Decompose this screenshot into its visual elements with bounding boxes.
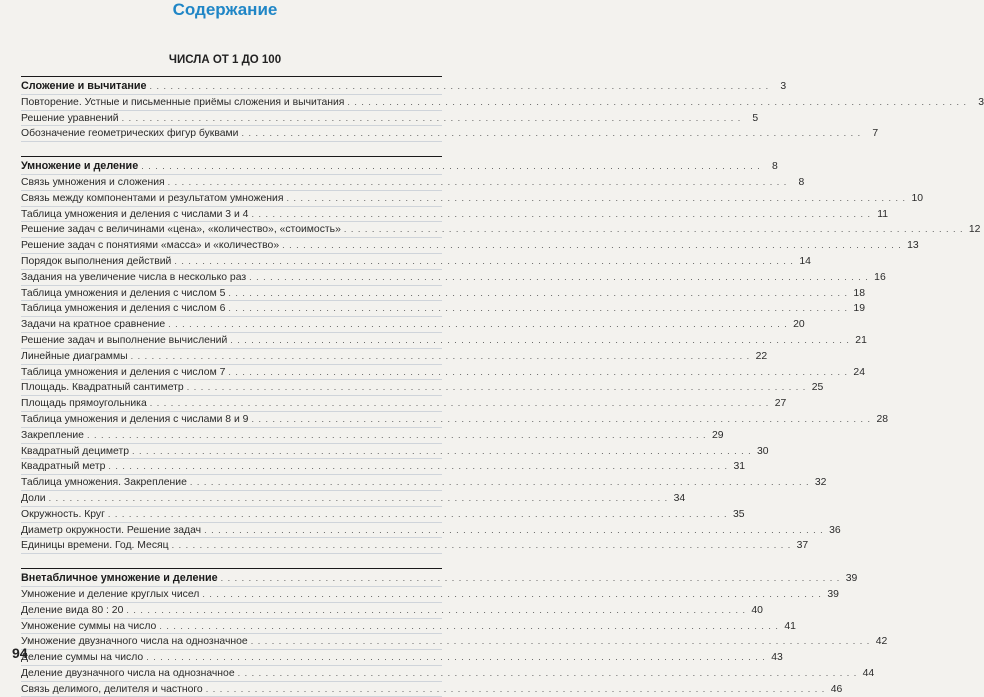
toc-item [21, 412, 889, 428]
toc-item [21, 365, 865, 381]
toc-item-label: Решение задач с величинами «цена», «количество», «стоимость» [21, 224, 341, 236]
toc-page-number: 10 [911, 192, 924, 204]
toc-item-label: Площадь прямоугольника [21, 398, 147, 410]
toc-item [21, 666, 875, 682]
toc-page-number: 14 [799, 255, 811, 267]
toc-page-number: 39 [845, 573, 858, 585]
toc-item [21, 619, 796, 635]
toc-item-label: Окружность. Круг [21, 508, 105, 520]
toc-item [21, 301, 865, 317]
toc-page-number: 25 [811, 382, 824, 394]
toc-item [21, 428, 724, 444]
dot-leader [202, 587, 822, 602]
dot-leader [251, 412, 871, 427]
toc-page-number: 24 [853, 366, 865, 378]
section-heading-label: Внетабличное умножение и деление [21, 572, 218, 585]
toc-item [21, 682, 843, 697]
toc-item-label: Повторение. Устные и письменные приёмы сложения и вычитания [21, 96, 345, 108]
dot-leader [150, 396, 770, 411]
toc-item-label: Таблица умножения и деления с числом 6 [21, 303, 226, 315]
toc-item [21, 333, 867, 349]
toc-page-number: 27 [774, 398, 787, 410]
toc-item-label: Связь делимого, делителя и частного [21, 683, 203, 695]
toc-page-number: 34 [673, 492, 686, 504]
toc-page-number: 20 [793, 319, 805, 331]
dot-leader [251, 207, 871, 222]
toc-item [21, 475, 827, 491]
section-heading-label: Умножение и деление [21, 160, 139, 173]
toc-item [21, 603, 763, 619]
toc-item [21, 587, 839, 603]
toc-page-number: 43 [771, 652, 783, 664]
dot-leader [187, 380, 807, 395]
toc-section-heading [21, 156, 778, 175]
toc-item-label: Задачи на кратное сравнение [21, 319, 166, 331]
dot-leader [228, 301, 848, 316]
toc-page-number: 31 [733, 461, 745, 473]
toc-page-number: 3 [978, 96, 984, 108]
dot-leader [228, 365, 848, 380]
toc-page-number: 16 [874, 271, 886, 283]
toc-item-label: Таблица умножения и деления с числами 3 и 4 [21, 208, 249, 220]
dot-leader [131, 349, 751, 364]
toc-page-number: 39 [827, 588, 839, 600]
toc-item [21, 349, 768, 365]
toc-item-label: Линейные диаграммы [21, 350, 128, 362]
dot-leader [49, 491, 669, 506]
toc-item [21, 111, 759, 127]
toc-page-number: 5 [752, 112, 759, 124]
toc-item [21, 396, 787, 412]
toc-page-number: 12 [968, 224, 981, 236]
toc-page-number: 8 [772, 161, 778, 173]
toc-item-label: Решение задач и выполнение вычислений [21, 334, 228, 346]
toc-item-label: Доли [21, 492, 46, 504]
toc-page-number: 29 [711, 429, 724, 441]
toc-page-number: 11 [877, 208, 889, 220]
dot-leader [249, 270, 869, 285]
toc-page-number: 13 [907, 240, 919, 252]
dot-leader [347, 95, 967, 110]
section-heading-label: Сложение и вычитание [21, 80, 147, 92]
toc-item [21, 650, 783, 666]
toc-item [21, 254, 811, 270]
toc-item [21, 207, 889, 223]
toc-page-number: 30 [757, 445, 769, 457]
dot-leader [344, 222, 964, 237]
toc-page-number: 7 [872, 128, 879, 140]
toc-page-number: 36 [829, 524, 841, 536]
toc-item-label: Квадратный дециметр [21, 445, 129, 457]
toc-page-number: 8 [798, 176, 805, 188]
toc-item [21, 238, 919, 254]
toc-item-label: Площадь. Квадратный сантиметр [21, 382, 184, 394]
toc-item-label: Закрепление [21, 429, 84, 441]
toc-item-label: Таблица умножения и деления с числом 5 [21, 287, 226, 299]
page-title: Содержание [172, 0, 278, 19]
dot-leader [87, 428, 707, 443]
dot-leader [146, 650, 766, 665]
toc-item [21, 507, 745, 523]
dot-leader [190, 475, 810, 490]
dot-leader [230, 333, 850, 348]
toc-item [21, 317, 805, 333]
dot-leader [168, 175, 788, 190]
toc-item-label: Обозначение геометрических фигур буквами [21, 128, 239, 140]
toc-page-number: 22 [755, 350, 768, 362]
toc-item-label: Связь между компонентами и результатом умножения [21, 192, 284, 204]
toc-item-label: Задания на увеличение числа в несколько раз [21, 271, 247, 283]
toc-item [21, 380, 824, 396]
dot-leader [108, 459, 728, 474]
dot-leader [221, 571, 841, 586]
dot-leader [159, 619, 779, 634]
dot-leader [132, 444, 752, 459]
dot-leader [122, 111, 742, 126]
page-number: 94 [12, 645, 28, 661]
toc-item [21, 634, 888, 650]
toc-item-label: Диаметр окружности. Решение задач [21, 524, 202, 536]
toc-section-heading [21, 568, 858, 587]
toc-page-number: 42 [875, 636, 888, 648]
toc-page-number: 40 [751, 604, 763, 616]
toc-page-number: 44 [862, 667, 875, 679]
toc-page-number: 3 [780, 81, 787, 92]
toc-item-label: Единицы времени. Год. Месяц [21, 540, 169, 552]
toc-item [21, 270, 886, 286]
dot-leader [168, 317, 788, 332]
toc-item-label: Умножение и деление круглых чисел [21, 588, 200, 600]
toc-item [21, 126, 879, 142]
dot-leader [228, 286, 848, 301]
dot-leader [238, 666, 858, 681]
toc-item-label: Деление двузначного числа на однозначное [21, 667, 235, 679]
toc-page-number: 35 [732, 508, 745, 520]
toc-item-label: Таблица умножения. Закрепление [21, 477, 187, 489]
toc-item [21, 444, 769, 460]
toc-item-label: Квадратный метр [21, 461, 106, 473]
toc-item [21, 491, 686, 507]
toc-item-label: Решение уравнений [21, 112, 119, 124]
toc-item-label: Деление вида 80 : 20 [21, 604, 124, 616]
dot-leader [204, 523, 824, 538]
dot-leader [141, 159, 761, 174]
toc-page-number: 37 [796, 540, 809, 552]
toc-item [21, 459, 745, 475]
dot-leader [126, 603, 746, 618]
toc-page-number: 41 [784, 620, 796, 632]
dot-leader [282, 238, 902, 253]
toc-item [21, 175, 805, 191]
dot-leader [108, 507, 728, 522]
toc-item [21, 95, 984, 111]
toc-item [21, 286, 865, 302]
dot-leader [172, 538, 792, 553]
dot-leader [174, 254, 794, 269]
toc-page-number: 32 [814, 477, 827, 489]
toc-item-label: Деление суммы на число [21, 652, 144, 664]
dot-leader [286, 191, 906, 206]
toc-item [21, 191, 924, 207]
toc-page-number: 46 [830, 683, 843, 695]
dot-leader [251, 634, 871, 649]
toc-item [21, 538, 809, 554]
dot-leader [242, 126, 862, 141]
toc-item-label: Связь умножения и сложения [21, 176, 165, 188]
table-of-contents [21, 76, 984, 697]
toc-page-number: 21 [855, 334, 867, 346]
dot-leader [206, 682, 826, 697]
dot-leader [150, 79, 770, 94]
toc-item [21, 222, 981, 238]
toc-item-label: Решение задач с понятиями «масса» и «количество» [21, 240, 280, 252]
toc-item-label: Умножение суммы на число [21, 620, 157, 632]
toc-item-label: Таблица умножения и деления с числами 8 и 9 [21, 413, 249, 425]
toc-page-number: 19 [853, 303, 865, 315]
toc-page-number: 28 [876, 413, 889, 425]
toc-item-label: Таблица умножения и деления с числом 7 [21, 366, 226, 378]
toc-item [21, 523, 841, 539]
toc-page-number: 18 [853, 287, 865, 299]
section-subtitle: ЧИСЛА ОТ 1 ДО 100 [168, 54, 282, 66]
toc-item-label: Умножение двузначного числа на однозначное [21, 636, 248, 648]
toc-section-heading [21, 76, 787, 95]
toc-item-label: Порядок выполнения действий [21, 255, 172, 267]
